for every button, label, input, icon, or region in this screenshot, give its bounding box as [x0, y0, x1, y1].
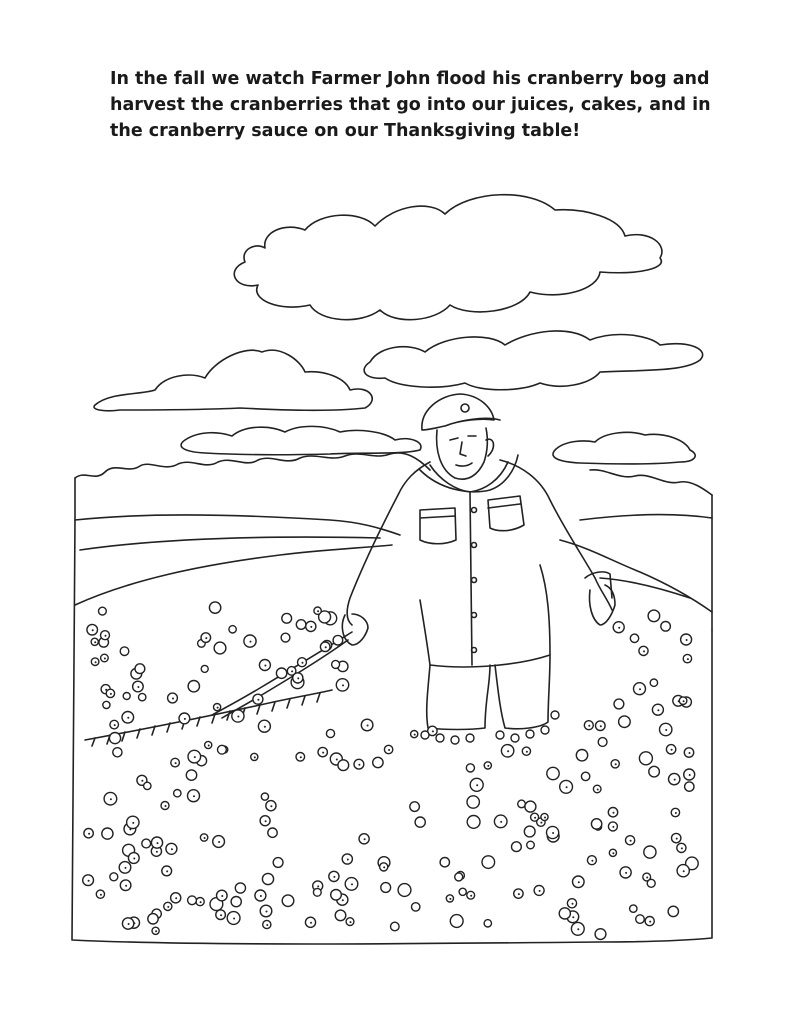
- cranberry: [668, 906, 678, 916]
- cranberry-highlight: [233, 918, 235, 920]
- cranberry-highlight: [591, 860, 593, 862]
- cranberry-highlight: [194, 756, 196, 758]
- cranberry-highlight: [125, 885, 127, 887]
- cranberry-highlight: [175, 897, 177, 899]
- cranberry: [551, 711, 559, 719]
- cranberry: [123, 693, 130, 700]
- cranberry: [467, 816, 480, 829]
- cranberry-highlight: [612, 852, 614, 854]
- cranberry: [636, 915, 645, 924]
- cranberry: [331, 890, 342, 901]
- cranberry-highlight: [572, 916, 574, 918]
- cranberry-highlight: [342, 684, 344, 686]
- cranberry-highlight: [92, 629, 94, 631]
- cranberry: [591, 819, 601, 829]
- cranberry: [527, 841, 535, 849]
- cranberry-highlight: [310, 922, 312, 924]
- cranberry-highlight: [237, 716, 239, 718]
- button: [472, 508, 477, 513]
- cranberry-highlight: [217, 707, 219, 709]
- cranberry-highlight: [125, 867, 127, 869]
- cranberry-highlight: [577, 928, 579, 930]
- cranberry-highlight: [540, 822, 542, 824]
- cranberry: [415, 817, 425, 827]
- cranberry-highlight: [167, 906, 169, 908]
- cranberry-highlight: [218, 841, 220, 843]
- cranberry: [391, 922, 400, 931]
- cranberry-highlight: [266, 911, 268, 913]
- cranberry: [261, 793, 268, 800]
- cranberry-highlight: [618, 627, 620, 629]
- cranberry-highlight: [220, 914, 222, 916]
- cranberry: [276, 668, 286, 678]
- cranberry-highlight: [539, 890, 541, 892]
- cranberry: [209, 602, 220, 613]
- cranberry-highlight: [133, 858, 135, 860]
- cranberries: [83, 602, 699, 940]
- cranberry-highlight: [141, 780, 143, 782]
- cranberry-highlight: [639, 688, 641, 690]
- cranberry: [581, 772, 589, 780]
- cranberry: [373, 757, 383, 767]
- cranberry-highlight: [646, 877, 648, 879]
- cranberry: [135, 664, 145, 674]
- cranberry-highlight: [675, 812, 677, 814]
- cranberry: [186, 770, 196, 780]
- cranberry: [619, 716, 631, 728]
- cranberry-highlight: [254, 756, 256, 758]
- cranberry-highlight: [110, 693, 112, 695]
- cranberry: [139, 693, 146, 700]
- cranberry: [525, 801, 536, 812]
- cranberry-highlight: [172, 698, 174, 700]
- cranberry: [335, 910, 346, 921]
- cranberry: [103, 701, 110, 708]
- cranberry-highlight: [347, 859, 349, 861]
- cranberry: [148, 914, 158, 924]
- cranberry-highlight: [204, 837, 206, 839]
- cranberry: [466, 734, 474, 742]
- cranberry-highlight: [132, 822, 134, 824]
- cranberry: [231, 897, 241, 907]
- cranberry-highlight: [544, 817, 546, 819]
- cranberry: [518, 800, 526, 808]
- cranberry: [598, 738, 607, 747]
- cranberry-highlight: [250, 641, 252, 643]
- face: [437, 428, 488, 479]
- caption-line-1: In the fall we watch Farmer John flood his cranberry bog and: [110, 69, 710, 89]
- cranberry: [268, 828, 277, 837]
- cranberry: [381, 883, 391, 893]
- cranberry-highlight: [266, 924, 268, 926]
- cranberry-highlight: [364, 838, 366, 840]
- cranberry-highlight: [155, 930, 157, 932]
- cranberry: [229, 626, 236, 633]
- cranberry-highlight: [350, 921, 352, 923]
- cranberry-highlight: [110, 798, 112, 800]
- cranberry-highlight: [683, 700, 685, 702]
- cranberry: [102, 828, 113, 839]
- cranberry-highlight: [689, 752, 691, 754]
- cranberry-highlight: [342, 899, 344, 901]
- pocket-left: [420, 508, 456, 544]
- cranberry: [650, 679, 657, 686]
- cranberry: [436, 734, 444, 742]
- cranberry-highlight: [265, 820, 267, 822]
- cranberry: [218, 745, 227, 754]
- cranberry-highlight: [325, 646, 327, 648]
- cloud-large: [234, 195, 662, 320]
- cranberry: [451, 736, 459, 744]
- cranberry-highlight: [95, 661, 97, 663]
- cranberry-highlight: [193, 795, 195, 797]
- cranberry: [644, 846, 656, 858]
- water-ripple: [80, 537, 380, 550]
- cranberry: [547, 767, 559, 779]
- cranberry: [398, 884, 411, 897]
- cranberry: [144, 782, 151, 789]
- cranberry-highlight: [597, 789, 599, 791]
- cloud-small-center: [181, 426, 421, 454]
- button: [472, 648, 477, 653]
- button: [472, 543, 477, 548]
- cranberry: [282, 613, 292, 623]
- cranberry-highlight: [526, 751, 528, 753]
- cloud-right: [553, 432, 695, 464]
- cranberry-highlight: [683, 870, 685, 872]
- cranberry: [235, 883, 245, 893]
- rake-handle: [222, 640, 348, 718]
- shoreline: [75, 515, 712, 535]
- cranberry: [440, 858, 449, 867]
- cranberry-highlight: [625, 872, 627, 874]
- button: [472, 578, 477, 583]
- cranberry: [630, 905, 637, 912]
- cranberry: [511, 734, 519, 742]
- cap-logo: [461, 404, 469, 412]
- cranberry: [648, 610, 660, 622]
- cranberry-highlight: [534, 817, 536, 819]
- cranberry: [484, 920, 491, 927]
- pocket-right: [488, 496, 524, 531]
- cranberry-highlight: [302, 662, 304, 664]
- caption-line-2: harvest the cranberries that go into our juices, cakes, and in: [110, 95, 711, 115]
- cranberry-highlight: [367, 725, 369, 727]
- cranberry-highlight: [388, 749, 390, 751]
- cranberry: [541, 726, 549, 734]
- cranberry-highlight: [270, 805, 272, 807]
- cranberry-highlight: [333, 876, 335, 878]
- cranberry: [188, 681, 199, 692]
- cranberry-highlight: [291, 670, 293, 672]
- cranberry-highlight: [615, 763, 617, 765]
- cranberry: [649, 766, 660, 777]
- cranberry: [526, 730, 534, 738]
- cranberry-highlight: [157, 842, 159, 844]
- cranberry-highlight: [674, 779, 676, 781]
- cranberry-highlight: [104, 658, 106, 660]
- cranberry: [174, 790, 181, 797]
- cranberry-highlight: [470, 895, 472, 897]
- cranberry-highlight: [137, 686, 139, 688]
- cranberry: [214, 642, 226, 654]
- cranberry: [201, 665, 208, 672]
- cranberry-highlight: [613, 812, 615, 814]
- cranberry-highlight: [264, 726, 266, 728]
- cranberry-highlight: [566, 786, 568, 788]
- cranberry: [466, 764, 474, 772]
- cranberry-highlight: [205, 637, 207, 639]
- cranberry-highlight: [665, 729, 667, 731]
- cranberry-highlight: [572, 903, 574, 905]
- cranberry-highlight: [414, 734, 416, 736]
- cranberry: [421, 731, 429, 739]
- cranberry-highlight: [449, 898, 451, 900]
- cranberry: [512, 842, 522, 852]
- cranberry-highlight: [221, 895, 223, 897]
- cranberry-highlight: [552, 832, 554, 834]
- clouds: [94, 195, 703, 464]
- cranberry-highlight: [487, 765, 489, 767]
- cranberry: [450, 915, 463, 928]
- cranberry: [333, 635, 343, 645]
- cranberry: [296, 620, 306, 630]
- cranberry: [313, 888, 321, 896]
- cranberry: [685, 782, 694, 791]
- cranberry-highlight: [127, 717, 129, 719]
- cranberry-highlight: [300, 756, 302, 758]
- cranberry: [661, 622, 671, 632]
- cranberry-highlight: [297, 677, 299, 679]
- water-edge: [75, 540, 712, 612]
- cranberry-highlight: [432, 730, 434, 732]
- treeline: [75, 453, 712, 495]
- cranberry-highlight: [166, 870, 168, 872]
- cranberry-highlight: [175, 762, 177, 764]
- tree-base: [75, 478, 712, 630]
- cranberry-highlight: [643, 650, 645, 652]
- cranberry-highlight: [88, 880, 90, 882]
- cranberry: [99, 607, 107, 615]
- cranberry-highlight: [317, 885, 319, 887]
- cranberry-highlight: [649, 921, 651, 923]
- cranberry-highlight: [257, 699, 259, 701]
- cranberry: [482, 856, 495, 869]
- cranberry: [614, 699, 624, 709]
- cranberry-highlight: [657, 709, 659, 711]
- cranberry-highlight: [351, 883, 353, 885]
- cranberry-highlight: [336, 759, 338, 761]
- farmer-john: [342, 394, 615, 730]
- cranberry-highlight: [88, 833, 90, 835]
- cranberry-highlight: [208, 745, 210, 747]
- cranberry-highlight: [383, 866, 385, 868]
- cloud-left: [94, 350, 372, 411]
- cranberry-highlight: [165, 805, 167, 807]
- cranberry: [113, 748, 122, 757]
- cranberry-highlight: [518, 893, 520, 895]
- cranberry-highlight: [686, 639, 688, 641]
- cranberry: [120, 647, 129, 656]
- cranberry-highlight: [600, 725, 602, 727]
- cranberry-highlight: [260, 895, 262, 897]
- cranberry: [524, 826, 535, 837]
- button: [472, 613, 477, 618]
- cranberry-highlight: [612, 826, 614, 828]
- cranberry-highlight: [264, 665, 266, 667]
- cranberry-highlight: [128, 923, 130, 925]
- cranberry-highlight: [317, 610, 319, 612]
- cranberry: [576, 750, 587, 761]
- cranberry: [467, 796, 479, 808]
- cranberry-highlight: [630, 840, 632, 842]
- cranberry: [142, 839, 151, 848]
- cranberry-highlight: [687, 658, 689, 660]
- cranberry-highlight: [671, 749, 673, 751]
- cranberry-highlight: [507, 750, 509, 752]
- cranberry-highlight: [588, 725, 590, 727]
- cranberry: [559, 908, 570, 919]
- cranberry: [647, 879, 655, 887]
- cranberry: [455, 873, 463, 881]
- caption-line-3: the cranberry sauce on our Thanksgiving table!: [110, 121, 581, 141]
- cloud-middle: [364, 331, 702, 390]
- face-features: [450, 436, 476, 466]
- cranberry-highlight: [184, 718, 186, 720]
- cap: [422, 394, 500, 430]
- cranberry: [281, 633, 290, 642]
- cranberry: [282, 895, 294, 907]
- cranberry: [410, 802, 420, 812]
- cranberry: [109, 733, 120, 744]
- cranberry-highlight: [100, 894, 102, 896]
- jacket: [347, 455, 612, 667]
- cranberry-highlight: [171, 848, 173, 850]
- cranberry: [273, 858, 283, 868]
- cranberry: [639, 752, 652, 765]
- cranberry-highlight: [105, 635, 107, 637]
- cranberry: [338, 760, 349, 771]
- cranberry-highlight: [476, 784, 478, 786]
- cranberry-highlight: [94, 641, 96, 643]
- cranberry: [459, 888, 466, 895]
- cranberry: [110, 873, 118, 881]
- cranberry-highlight: [322, 752, 324, 754]
- cranberry: [496, 731, 504, 739]
- cranberry-highlight: [310, 626, 312, 628]
- cranberry: [412, 903, 420, 911]
- cranberry-highlight: [156, 851, 158, 853]
- cranberry-highlight: [114, 724, 116, 726]
- cranberry: [262, 873, 273, 884]
- cranberry-highlight: [676, 838, 678, 840]
- cranberry: [595, 929, 606, 940]
- cranberry-highlight: [689, 774, 691, 776]
- cranberry-highlight: [500, 821, 502, 823]
- cranberry: [326, 729, 334, 737]
- bog-frame: [72, 520, 712, 944]
- cranberry: [188, 896, 197, 905]
- cranberry-highlight: [578, 881, 580, 883]
- cranberry: [332, 660, 340, 668]
- cranberry-highlight: [358, 764, 360, 766]
- cranberry-highlight: [200, 901, 202, 903]
- cranberry: [630, 634, 638, 642]
- cranberry-highlight: [681, 847, 683, 849]
